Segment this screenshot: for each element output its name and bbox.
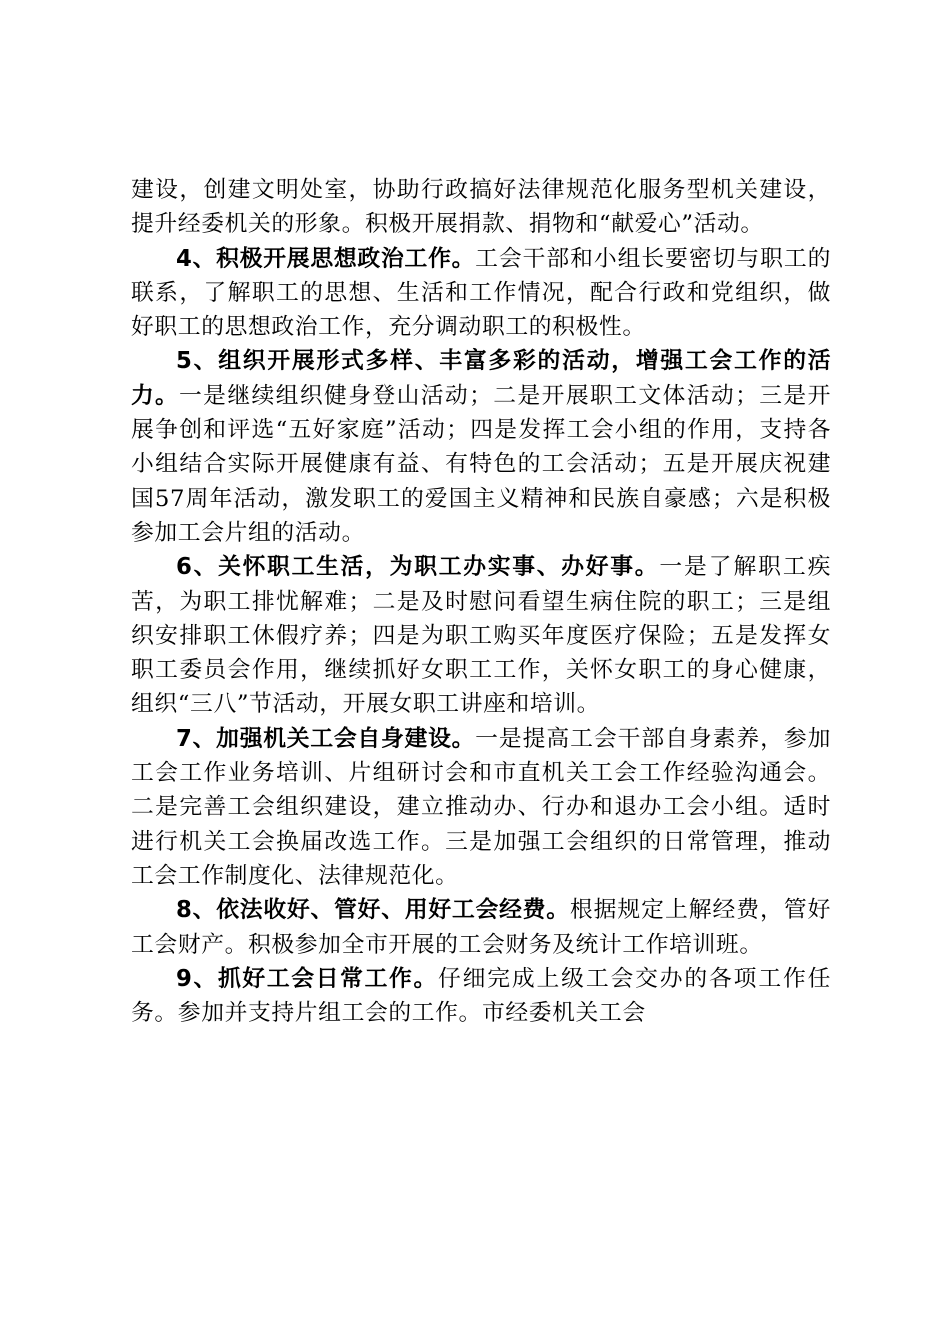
paragraph-body: 一是继续组织健身登山活动；二是开展职工文体活动；三是开展争创和评选“五好家庭”活动；四是发挥工会小组的作用，支持各小组结合实际开展健康有益、有特色的工会活动；五是开展庆祝建国57周年活动，激发职工的爱国主义精神和民族自豪感；六是积极参加工会片组的活动。 bbox=[131, 382, 831, 546]
paragraph-body: 仔细完成上级工会交办的各项工作任务。参加并支持片组工会的工作。市经委机关工会 bbox=[131, 965, 831, 1027]
paragraph-item-4 bbox=[131, 242, 831, 345]
item-heading: 6、关怀职工生活，为职工办实事、办好事。 bbox=[176, 554, 660, 581]
paragraph-item-8 bbox=[131, 893, 831, 962]
paragraph-item-9 bbox=[131, 962, 831, 1031]
paragraph-body: 建设，创建文明处室，协助行政搞好法律规范化服务型机关建设，提升经委机关的形象。积极开展捐款、捐物和“献爱心”活动。 bbox=[131, 177, 831, 238]
paragraph-item-7 bbox=[131, 722, 831, 893]
paragraph-body: 一是了解职工疾苦，为职工排忧解难；二是及时慰问看望生病住院的职工；三是组织安排职工休假疗养；四是为职工购买年度医疗保险；五是发挥女职工委员会作用，继续抓好女职工工作，关怀女职工的身心健康，组织“三八”节活动，开展女职工讲座和培训。 bbox=[131, 554, 831, 718]
paragraph-item-5 bbox=[131, 344, 831, 550]
paragraph-body: 一是提高工会干部自身素养，参加工会工作业务培训、片组研讨会和市直机关工会工作经验沟通会。二是完善工会组织建设，建立推动办、行办和退办工会小组。适时进行机关工会换届改选工作。三是加强工会组织的日常管理，推动工会工作制度化、法律规范化。 bbox=[131, 725, 832, 889]
paragraph-body: 工会干部和小组长要密切与职工的联系，了解职工的思想、生活和工作情况，配合行政和党组织，做好职工的思想政治工作，充分调动职工的积极性。 bbox=[131, 245, 832, 341]
item-heading: 8、依法收好、管好、用好工会经费。 bbox=[176, 897, 570, 924]
item-heading: 4、积极开展思想政治工作。 bbox=[176, 245, 476, 272]
paragraph-continued bbox=[131, 173, 831, 242]
item-heading: 5、组织开展形式多样、丰富多彩的活动，增强工会工作的活力。 bbox=[131, 348, 831, 409]
paragraph-item-6 bbox=[131, 550, 831, 721]
item-heading: 9、抓好工会日常工作。 bbox=[176, 965, 438, 992]
item-heading: 7、加强机关工会自身建设。 bbox=[176, 725, 476, 752]
paragraph-body: 根据规定上解经费，管好工会财产。积极参加全市开展的工会财务及统计工作培训班。 bbox=[131, 897, 831, 958]
document-page bbox=[131, 173, 831, 1030]
